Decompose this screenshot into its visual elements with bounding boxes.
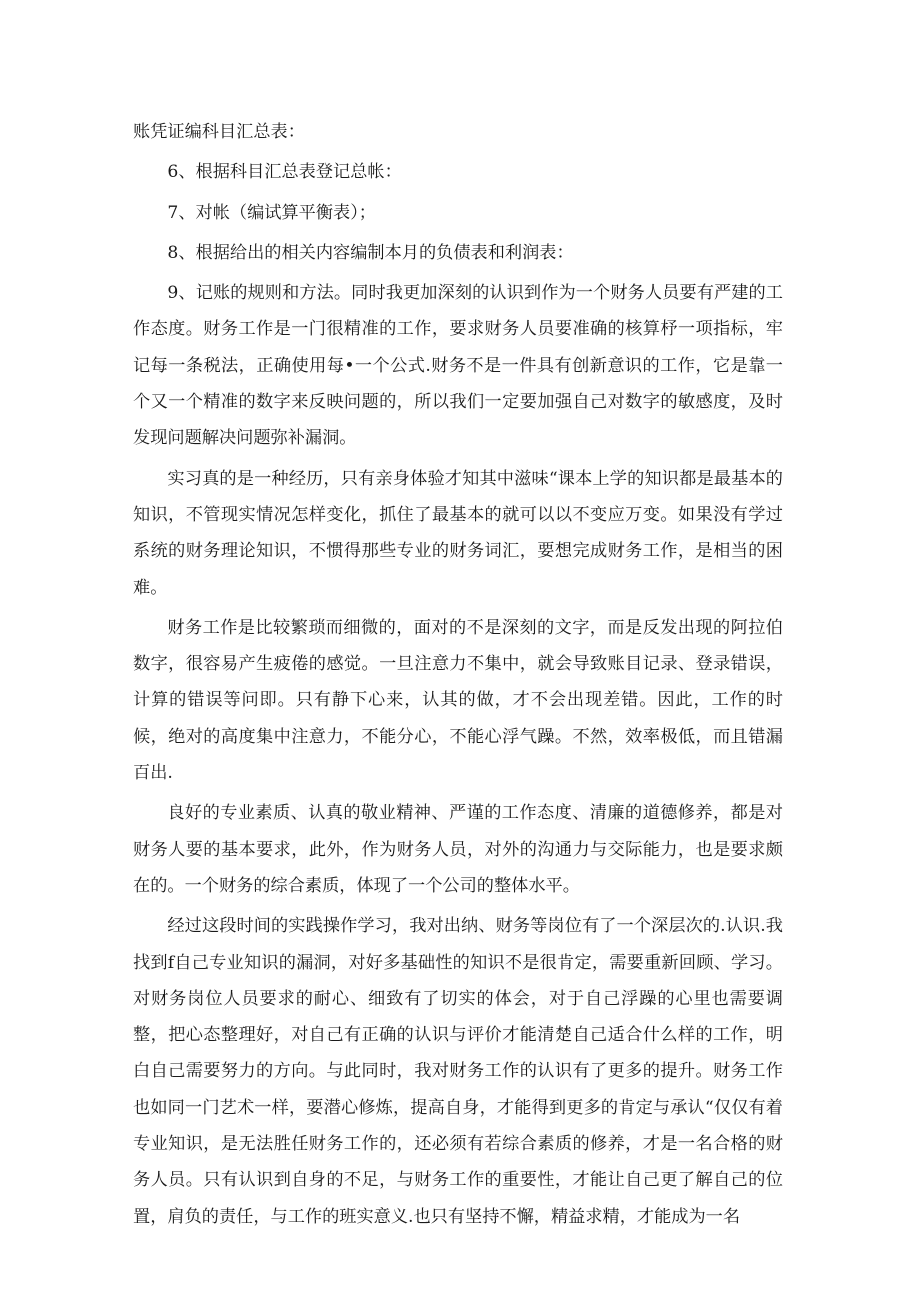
paragraph-professional-quality: 良好的专业素质、认真的敬业精神、严谨的工作态度、清廉的道德修养，都是对财务人要的基本要求，此外，作为财务人员，对外的沟通力与交际能力，也是要求颇在的。一个财务的综合素质，体现了一个公司的整体水平。 xyxy=(133,803,783,896)
paragraph-continuation: 账凭证编科目汇总表： xyxy=(133,122,305,142)
document-body xyxy=(133,114,783,1239)
paragraph-reflection: 经过这段时间的实践操作学习，我对出纳、财务等岗位有了一个深层次的.认识.我找到f自己专业知识的漏洞，对好多基础性的知识不是很肯定，需要重新回顾、学习。对财务岗位人员要求的耐心、细致有了切实的体会，对于自己浮躁的心里也需要调整，把心态整理好，对自己有正确的认识与评价才能清楚自己适合什么样的工作，明白自己需要努力的方向。与此同时，我对财务工作的认识有了更多的提升。财务工作也如同一门艺术一样，要潜心修炼，提高自身，才能得到更多的肯定与承认“仅仅有着专业知识，是无法胜任财务工作的，还必须有若综合素质的修养，才是一名合格的财务人员。只有认识到自身的不足，与财务工作的重要性，才能让自己更了解自己的位置，肩负的责任，与工作的班实意义.也只有坚持不懈，精益求精，才能成为一名 xyxy=(133,916,783,1227)
paragraph-step-9: 9、记账的规则和方法。同时我更加深刻的认识到作为一个财务人员要有严建的工作态度。财务工作是一门很精准的工作，要求财务人员要准确的核算杼一项指标，牢记每一条税法，正确使用每•一个公式.财务不是一件具有创新意识的工作，它是靠一个又一个精准的数字来反映问题的，所以我们一定要加强自己对数字的敏感度，及时发现问题解决问题弥补漏洞。 xyxy=(133,283,783,449)
paragraph-internship-experience: 实习真的是一种经历，只有亲身体验才知其中滋味“课本上学的知识都是最基本的知识，不管现实情况怎样变化，抓住了最基本的就可以以不变应万变。如果没有学过系统的财务理论知识，不惯得那些专业的财务词汇，要想完成财务工作，是相当的困难。 xyxy=(133,468,783,598)
paragraph-step-6: 6、根据科目汇总表登记总帐： xyxy=(167,162,402,183)
paragraph-step-7: 7、对帐（编试算平衡表）； xyxy=(167,202,376,223)
paragraph-work-nature: 财务工作是比较繁琐而细微的，面对的不是深刻的文字，而是反发出现的阿拉伯数字，很容易产生疲倦的感觉。一旦注意力不集中，就会导致账目记录、登录错误，计算的错误等问即。只有静下心来，认其的做，才不会出现差错。因此，工作的时候，绝对的高度集中注意力，不能分心，不能心浮气躁。不然，效率极低，而且错漏百出. xyxy=(133,617,783,784)
paragraph-step-8: 8、根据给出的相关内容编制本月的负债表和利润表： xyxy=(167,242,574,263)
